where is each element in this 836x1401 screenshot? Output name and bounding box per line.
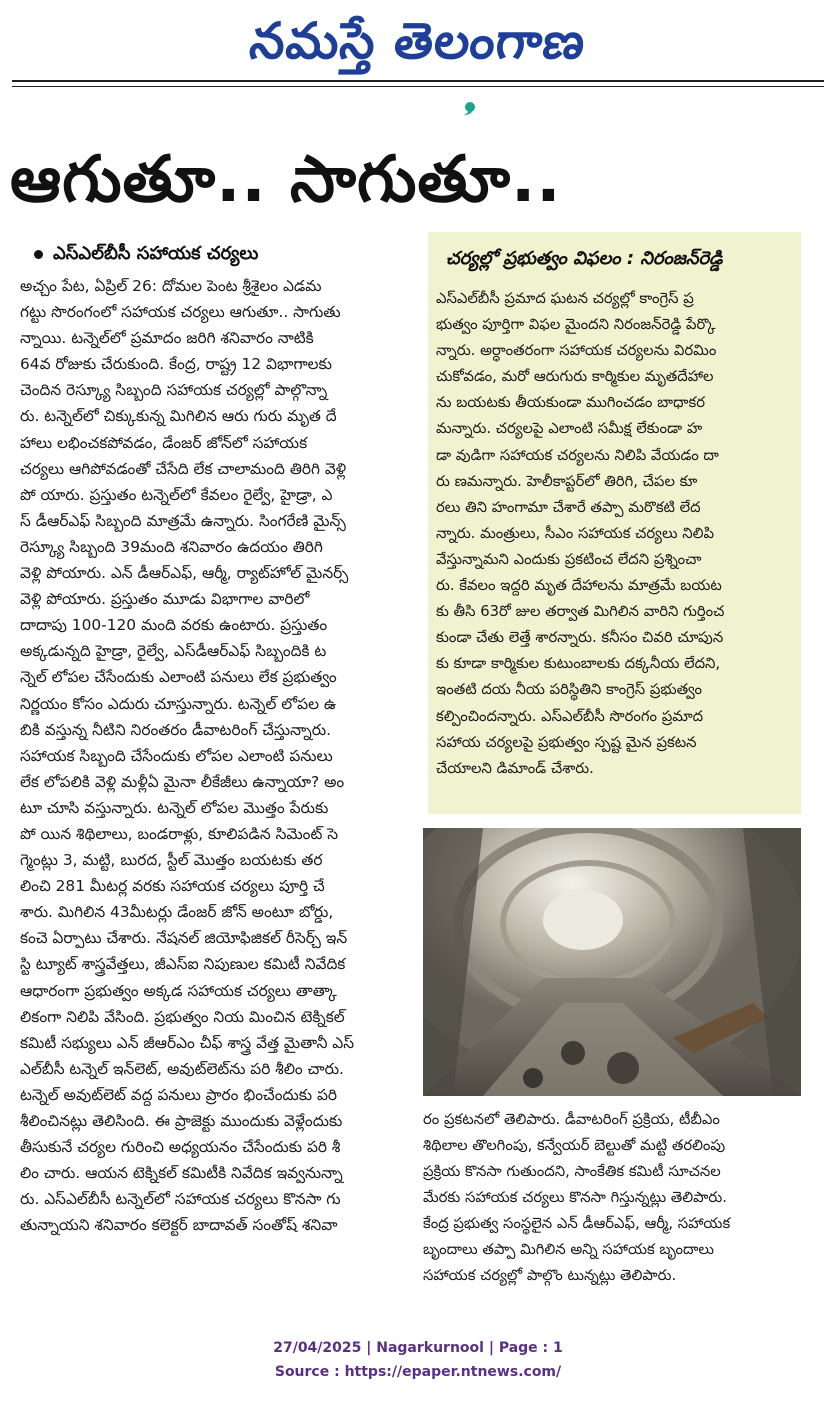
text-line: సహాయ చర్యలపై ప్రభుత్వం స్పష్ట మైన ప్రకటన — [436, 733, 697, 751]
footer-date-line: 27/04/2025 | Nagarkurnool | Page : 1 — [273, 1340, 563, 1356]
kicker — [34, 240, 414, 268]
text-line: రం ప్రకటనలో తెలిపారు. డీవాటరింగ్ ప్రక్రియ, టీబీఎం — [423, 1111, 720, 1128]
text-line: అచ్చం పేట, ఏప్రిల్ 26: దోమల పెంట శ్రీశైలం ఎడమ — [20, 277, 322, 295]
text-line: టన్నెల్ అవుట్‌లెట్ వద్ద పనులు ప్రారం భించేందుకు పరి — [20, 1085, 338, 1104]
text-line: చెందిన రెస్క్యూ సిబ్బంది సహాయక చర్యల్లో పాల్గొన్నా — [20, 381, 328, 400]
text-line: రు. ఎస్‌ఎల్‌బీసీ టన్నెల్‌లో సహాయక చర్యలు కొనసా గు — [20, 1190, 341, 1209]
text-line: లించి 281 మీటర్ల వరకు సహాయక చర్యలు పూర్తి చే — [20, 877, 325, 896]
text-line: ఎస్‌ఎల్‌బీసీ ప్రమాద ఘటన చర్యల్లో కాంగ్రెస్ ప్ర — [436, 290, 694, 307]
brand-mark-icon — [456, 102, 478, 116]
text-line: అక్కడున్నది హైడ్రా, రైల్వే, ఎస్‌డీఆర్ఎఫ్ సిబ్బందికి ట — [20, 642, 327, 661]
text-line: టూ చూసి వస్తున్నారు. టన్నెల్ లోపల మొత్తం పేరుకు — [20, 798, 329, 817]
text-line: రెస్క్యూ సిబ్బంది 39మంది శనివారం ఉదయం తిరిగి — [20, 537, 323, 556]
masthead-title: నమస్తే తెలంగాణ — [247, 12, 589, 70]
text-line: ఎల్‌బీసీ టన్నెల్ ఇన్‌లెట్, అవుట్‌లెట్‌ను పరి శీలిం చారు. — [20, 1059, 344, 1078]
text-line: కంచె ఏర్పాటు చేశారు. నేషనల్ జియోఫిజికల్ రీసెర్చ్ ఇన్ — [20, 929, 348, 948]
article-continuation — [423, 1107, 803, 1289]
sidebar-title: చర్యల్లో ప్రభుత్వం విఫలం : నిరంజన్‌రెడ్డి — [446, 248, 723, 269]
text-line: బికి వస్తున్న నీటిని నిరంతరం డీవాటరింగ్ చేస్తున్నారు. — [20, 720, 332, 739]
text-line: కుండా చేతు లెత్తే శారన్నారు. కనీసం చివరి చూపున — [436, 629, 724, 647]
text-line: న్నారు. మంత్రులు, సీఎం సహాయక చర్యలు నిలిపి — [436, 524, 715, 542]
text-line: ఇంతటి దయ నీయ పరిస్థితిని కాంగ్రెస్ ప్రభుత్వం — [436, 681, 702, 699]
text-line: సహాయక చర్యల్లో పాల్గొం టున్నట్లు తెలిపారు. — [423, 1267, 677, 1284]
text-line: చేయాలని డిమాండ్ చేశారు. — [436, 759, 594, 777]
text-line: కమిటీ సభ్యులు ఎన్ జీఆర్ఎం చీఫ్ శాస్త్ర వేత్త మైతానీ ఎస్ — [20, 1033, 355, 1052]
text-line: బృందాలు తప్పా మిగిలిన అన్ని సహాయక బృందాలు — [423, 1241, 715, 1258]
text-line: కు కూడా కార్మికుల కుటుంబాలకు దక్కనీయ లేదని, — [436, 655, 721, 673]
masthead — [0, 6, 836, 76]
text-line: తీసుకునే చర్యల గురించి అధ్యయనం చేసేందుకు పరి శీ — [20, 1138, 341, 1157]
text-line: భుత్వం పూర్తిగా విఫల మైందని నిరంజన్‌రెడ్డి పేర్కొ — [436, 316, 716, 334]
text-line: న్నెల్ లోపల చేసేందుకు ఎలాంటి పనులు లేక ప్రభుత్వం — [20, 668, 337, 687]
masthead-rule-bottom — [12, 86, 824, 87]
text-line: శారు. మిగిలిన 43మీటర్లు డేంజర్ జోన్ అంటూ బోర్డు, — [20, 903, 334, 922]
text-line: స్టి ట్యూట్ శాస్త్రవేత్తలు, జీఎస్ఐ నిపుణుల కమిటీ నివేదిక — [20, 955, 346, 974]
text-line: రలు తిని హంగామా చేశారే తప్పా మరొకటి లేద — [436, 498, 701, 516]
text-line: ఆధారంగా ప్రభుత్వం అక్కడ సహాయక చర్యలు తాత్కా — [20, 981, 337, 1000]
tunnel-photo-image — [423, 828, 801, 1096]
text-line: చుకోవడం, మరో ఆరుగురు కార్మికుల మృతదేహాల — [436, 368, 714, 386]
footer-source-line: Source : https://epaper.ntnews.com/ — [274, 1364, 562, 1380]
text-line: లిం చారు. ఆయన టెక్నికల్ కమిటీకి నివేదిక ఇవ్వనున్నా — [20, 1164, 343, 1183]
text-line: తున్నాయని శనివారం కలెక్టర్ బాదావత్ సంతోష్ శనివా — [20, 1216, 338, 1235]
text-line: వెళ్లి పోయారు. ప్రస్తుతం మూడు విభాగాల వారిలో — [20, 590, 310, 609]
text-line: శిథిలాల తొలగింపు, కన్వేయర్ బెల్టుతో మట్టి తరలింపు — [423, 1137, 726, 1154]
text-line: రు. టన్నెల్‌లో చిక్కుకున్న మిగిలిన ఆరు గురు మృత దే — [20, 407, 337, 426]
text-line: రు. కేవలం ఇద్దరి మృత దేహాలను మాత్రమే బయట — [436, 577, 722, 595]
headline: ఆగుతూ.. సాగుతూ.. — [10, 143, 562, 217]
text-line: లికంగా నిలిపి వేసింది. ప్రభుత్వం నియ మించిన టెక్నికల్ — [20, 1007, 345, 1026]
text-line: గ్మెంట్లు 3, మట్టి, బురద, స్టీల్ మొత్తం బయటకు తర — [20, 851, 323, 870]
text-line: సహాయక సిబ్బంది చేసేందుకు లోపల ఎలాంటి పనులు — [20, 746, 333, 765]
text-line: వెళ్లి పోయారు. ఎన్ డీఆర్ఎఫ్, ఆర్మీ, ర్యాట్‌హోల్ మైనర్స్ — [20, 564, 349, 583]
text-line: కల్పించిందన్నారు. ఎస్‌ఎల్‌బీసీ సొరంగం ప్రమాద — [436, 707, 704, 725]
bullet-icon — [34, 250, 43, 259]
text-line: వేస్తున్నామని ఎందుకు ప్రకటించ లేదని ప్రశ్నించా — [436, 550, 702, 568]
text-line: కు తీసి 63రో జుల తర్వాత మిగిలిన వారిని గుర్తించ — [436, 603, 725, 621]
text-line: మేరకు సహాయక చర్యలు కొనసా గిస్తున్నట్లు తెలిపారు. — [423, 1189, 727, 1206]
text-line: స్ డీఆర్ఎఫ్ సిబ్బంది మాత్రమే ఉన్నారు. సింగరేణి మైన్స్ — [20, 511, 346, 530]
text-line: లేక లోపలికి వెళ్లి మళ్లీఏ మైనా లీకేజీలు ఉన్నాయా? అం — [20, 772, 345, 791]
text-line: ప్రక్రియ కొనసా గుతుందని, సాంకేతిక కమిటీ సూచనల — [423, 1163, 721, 1180]
text-line: గట్టు సొరంగంలో సహాయక చర్యలు ఆగుతూ.. సాగుతు — [20, 303, 341, 322]
text-line: నిర్ణయం కోసం ఎదురు చూస్తున్నారు. టన్నెల్ లోపల ఉ — [20, 694, 337, 713]
main-article-body — [20, 273, 412, 1238]
text-line: ను బయటకు తీయకుండా ముగించడం బాధాకర — [436, 394, 705, 412]
text-line: దాదాపు 100-120 మంది వరకు ఉంటారు. ప్రస్తుతం — [20, 616, 328, 635]
text-line: మన్నారు. చర్యలపై ఎలాంటి సమీక్ష లేకుండా హ — [436, 420, 703, 438]
text-line: చర్యలు ఆగిపోవడంతో చేసేది లేక చాలామంది తిరిగి వెళ్లి — [20, 459, 347, 478]
text-line: న్నాయి. టన్నెల్‌లో ప్రమాదం జరిగి శనివారం నాటికి — [20, 329, 314, 348]
text-line: హాలు లభించకపోవడం, డేంజర్ జోన్‌లో సహాయక — [20, 433, 308, 452]
kicker-text: ఎస్‌ఎల్‌బీసీ సహాయక చర్యలు — [53, 243, 259, 264]
text-line: పో యిన శిథిలాలు, బండరాళ్లు, కూలిపడిన సిమెంట్ సె — [20, 824, 339, 843]
text-line: పో యారు. ప్రస్తుతం టన్నెల్‌లో కేవలం రైల్వే, హైడ్రా, ఎ — [20, 485, 333, 504]
text-line: రు ణమన్నారు. హెలీకాప్టర్‌లో తిరిగి, చేపల కూ — [436, 472, 698, 490]
sidebar-body — [436, 286, 796, 782]
text-line: కేంద్ర ప్రభుత్వ సంస్థలైన ఎన్ డీఆర్ఎఫ్, ఆర్మీ, సహాయక — [423, 1215, 731, 1232]
masthead-rule-top — [12, 80, 824, 82]
tunnel-photo — [423, 828, 801, 1096]
text-line: న్నారు. అర్ధాంతరంగా సహాయక చర్యలను విరమిం — [436, 342, 717, 360]
text-line: 64వ రోజుకు చేరుకుంది. కేంద్ర, రాష్ట్ర 12 విభాగాలకు — [20, 355, 332, 374]
faded-text-line — [423, 1313, 793, 1321]
text-line: డా వుడిగా సహాయక చర్యలను నిలిపి వేయడం దా — [436, 446, 719, 464]
text-line: శీలించినట్లు తెలిసింది. ఈ ప్రాజెక్టు ముందుకు వెళ్లేందుకు — [20, 1112, 343, 1130]
